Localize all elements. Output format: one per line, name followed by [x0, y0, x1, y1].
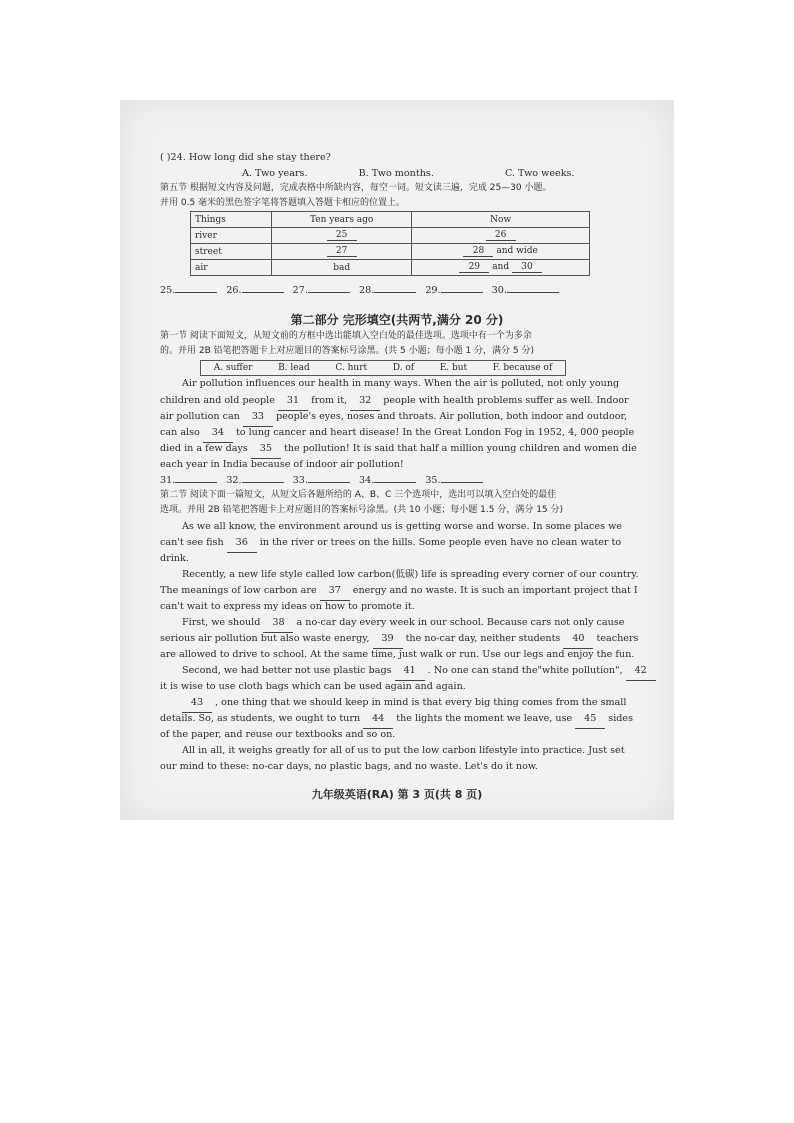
scanned-page — [120, 100, 674, 820]
things-table — [190, 211, 590, 276]
answer-label: 25. — [160, 285, 176, 296]
passage1-line: each year in India because of indoor air pollution! — [160, 459, 404, 470]
answer-blank[interactable] — [308, 282, 350, 293]
table-header-row — [191, 212, 590, 228]
answer-blank[interactable] — [507, 282, 559, 293]
passage2-line: drink. — [160, 553, 189, 564]
passage2-line — [160, 535, 635, 553]
passage1-line — [160, 441, 635, 459]
blank-41[interactable]: 41 — [395, 663, 425, 681]
passage2-line — [160, 711, 635, 729]
word-option: D. of — [392, 363, 415, 373]
table-now-mid: and — [492, 262, 510, 272]
word-options-box — [200, 360, 566, 376]
q24-option-a: A. Two years. — [242, 168, 308, 179]
table-header-ago: Ten years ago — [272, 212, 412, 228]
text: . No one can stand the"white pollution", — [427, 665, 623, 676]
table-now-suffix: and wide — [496, 246, 538, 256]
table-cell-now — [412, 244, 590, 260]
q24-option-c: C. Two weeks. — [504, 168, 575, 179]
text: the pollution! It is said that half a million young children and women die — [283, 443, 637, 454]
passage2-line: it is wise to use cloth bags which can be used again and again. — [160, 681, 466, 692]
text: Second, we had better not use plastic bags — [182, 665, 392, 676]
answer-blank[interactable] — [175, 472, 217, 483]
blank-44[interactable]: 44 — [363, 711, 393, 729]
q24-option-b: B. Two months. — [358, 168, 434, 179]
table-cell-ago — [272, 228, 412, 244]
blank-30[interactable]: 30 — [512, 262, 542, 273]
text: serious air pollution but also waste energy, — [160, 633, 370, 644]
blank-37[interactable]: 37 — [320, 583, 350, 601]
table-cell-now — [412, 260, 590, 276]
text: died in a few days — [160, 443, 248, 454]
answer-label: 29. — [425, 285, 441, 296]
blank-34[interactable]: 34 — [203, 425, 233, 443]
blank-29[interactable]: 29 — [459, 262, 489, 273]
answer-blank[interactable] — [242, 282, 284, 293]
blank-39[interactable]: 39 — [373, 631, 403, 649]
blank-27[interactable]: 27 — [327, 246, 357, 257]
table-cell-thing: river — [191, 228, 272, 244]
blank-33[interactable]: 33 — [243, 409, 273, 427]
passage2-line: of the paper, and reuse our textbooks and so on. — [160, 729, 396, 740]
blank-31[interactable]: 31 — [278, 393, 308, 411]
sec1-instruction-1: 第一节 阅读下面短文，从短文前的方框中选出能填入空白处的最佳选项。选项中有一个为多余 — [160, 331, 532, 341]
table-header-now: Now — [412, 212, 590, 228]
passage2-line: As we all know, the environment around us is getting worse and worse. In some places we — [182, 521, 622, 532]
passage2-line: All in all, it weighs greatly for all of us to put the low carbon lifestyle into practice. Just set — [182, 745, 625, 756]
passage2-line — [160, 695, 657, 713]
answer-label: 30. — [491, 285, 507, 296]
text: energy and no waste. It is such an important project that I — [352, 585, 638, 596]
table-row — [191, 244, 590, 260]
blank-32[interactable]: 32 — [350, 393, 380, 411]
text: in the river or trees on the hills. Some people even have no clean water to — [259, 537, 622, 548]
passage2-line — [160, 663, 657, 681]
text: a no-car day every week in our school. Because cars not only cause — [296, 617, 625, 628]
page-footer: 九年级英语(RA) 第 3 页(共 8 页) — [311, 788, 483, 801]
passage1-line: Air pollution influences our health in many ways. When the air is polluted, not only young — [182, 378, 620, 389]
table-cell-now — [412, 228, 590, 244]
answer-label: 27. — [292, 285, 308, 296]
answer-label: 32. — [226, 475, 242, 486]
answer-label: 34. — [358, 475, 375, 486]
answer-blank[interactable] — [374, 472, 416, 483]
text: to lung cancer and heart disease! In the Great London Fog in 1952, 4, 000 people — [235, 427, 635, 438]
blank-36[interactable]: 36 — [227, 535, 257, 553]
word-option: F. because of — [492, 363, 553, 373]
text: from it, — [311, 395, 348, 406]
word-option: A. suffer — [213, 363, 253, 373]
answer-label: 26. — [226, 285, 242, 296]
table-cell-thing: street — [191, 244, 272, 260]
blank-40[interactable]: 40 — [563, 631, 593, 649]
answer-line-25-30 — [160, 282, 635, 300]
answer-blank[interactable] — [441, 282, 483, 293]
passage2-line: are allowed to drive to school. At the same time, just walk or run. Use our legs and enjoy the fun. — [160, 649, 635, 660]
passage1-line — [160, 409, 635, 427]
text: teachers — [596, 633, 639, 644]
blank-38[interactable]: 38 — [263, 615, 293, 633]
answer-blank[interactable] — [175, 282, 217, 293]
section5-instruction-1: 第五节 根据短文内容及问题，完成表格中所缺内容，每空一词。短文读三遍，完成 25—30 小题。 — [160, 183, 552, 193]
sec2-instruction-2: 选项。并用 2B 铅笔把答题卡上对应题目的答案标号涂黑。(共 10 小题；每小题 1.5 分，满分 15 分) — [160, 505, 564, 515]
sec1-instruction-2: 的。并用 2B 铅笔把答题卡上对应题目的答案标号涂黑。(共 5 小题；每小题 1 分，满分 5 分) — [160, 346, 534, 356]
text: the lights the moment we leave, use — [396, 713, 573, 724]
answer-label: 35. — [425, 475, 441, 486]
passage2-line: Recently, a new life style called low carbon(低碳) life is spreading every corner of our country. — [182, 569, 639, 580]
answer-label: 31. — [160, 475, 176, 486]
blank-45[interactable]: 45 — [575, 711, 605, 729]
sec2-instruction-1: 第二节 阅读下面一篇短文，从短文后各题所给的 A、B、C 三个选项中，选出可以填入空白处的最佳 — [160, 490, 557, 500]
word-option: E. but — [439, 363, 468, 373]
passage2-line: our mind to these: no-car days, no plastic bags, and no waste. Let's do it now. — [160, 761, 538, 772]
blank-25[interactable]: 25 — [327, 230, 357, 241]
word-option: B. lead — [278, 363, 310, 373]
table-row — [191, 260, 590, 276]
answer-blank[interactable] — [242, 472, 284, 483]
passage2-line — [160, 583, 638, 601]
blank-43[interactable]: 43 — [182, 695, 212, 713]
section5-instruction-2: 并用 0.5 毫米的黑色签字笔将答题填入答题卡相应的位置上。 — [160, 198, 406, 208]
text: the no-car day, neither students — [405, 633, 561, 644]
table-cell-ago: bad — [272, 260, 412, 276]
answer-blank[interactable] — [441, 472, 483, 483]
table-row — [191, 228, 590, 244]
text: air pollution can — [160, 411, 240, 422]
text: children and old people — [160, 395, 275, 406]
word-option: C. hurt — [335, 363, 368, 373]
part2-title: 第二部分 完形填空(共两节,满分 20 分) — [290, 313, 504, 327]
passage2-line — [160, 631, 639, 649]
passage2-line — [160, 615, 657, 633]
answer-label: 33. — [292, 475, 308, 486]
text: , one thing that we should keep in mind is that every big thing comes from the small — [215, 697, 627, 708]
blank-35[interactable]: 35 — [251, 441, 281, 459]
passage1-line — [160, 393, 635, 411]
text: First, we should — [182, 617, 261, 628]
passage1-line — [160, 425, 635, 443]
answer-label: 28. — [358, 285, 375, 296]
text: can't see fish — [160, 537, 224, 548]
text: people's eyes, noses and throats. Air pollution, both indoor and outdoor, — [275, 411, 628, 422]
blank-26[interactable]: 26 — [486, 230, 516, 241]
text: sides — [608, 713, 634, 724]
passage2-line: can't wait to express my ideas on how to promote it. — [160, 601, 415, 612]
question-24: ( )24. How long did she stay there? — [160, 152, 331, 163]
table-header-things: Things — [191, 212, 272, 228]
table-cell-thing: air — [191, 260, 272, 276]
text: details. So, as students, we ought to turn — [160, 713, 361, 724]
blank-28[interactable]: 28 — [463, 246, 493, 257]
text: people with health problems suffer as well. Indoor — [383, 395, 629, 406]
text: The meanings of low carbon are — [160, 585, 317, 596]
table-cell-ago — [272, 244, 412, 260]
blank-42[interactable]: 42 — [626, 663, 656, 681]
answer-blank[interactable] — [308, 472, 350, 483]
answer-blank[interactable] — [374, 282, 416, 293]
text: can also — [160, 427, 200, 438]
